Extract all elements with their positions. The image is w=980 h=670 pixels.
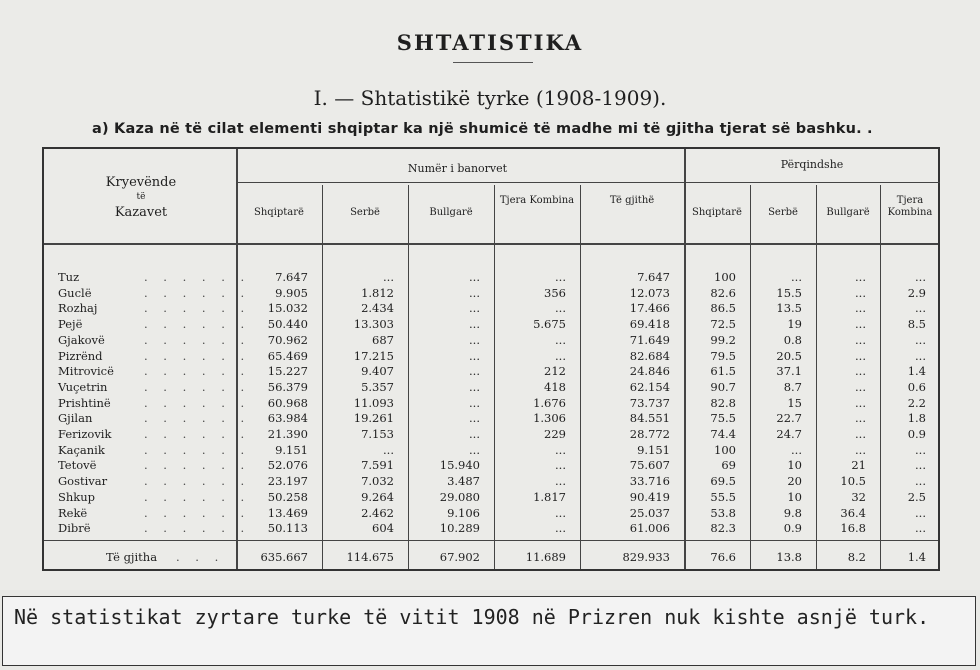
table-cell: 17.215 xyxy=(353,348,394,363)
table-cell: 65.469 xyxy=(267,348,308,363)
row-name: Dibrë xyxy=(58,521,91,536)
leader-dots: . . . . . . xyxy=(144,411,251,426)
table-cell: ... xyxy=(915,332,926,347)
table-cell: ... xyxy=(555,270,566,284)
table-cell: ... xyxy=(555,474,566,489)
table-cell: ... xyxy=(469,348,480,363)
stub-header-line: të xyxy=(136,192,146,202)
leader-dots: . . . . . . xyxy=(144,489,251,504)
table-cell: 8.5 xyxy=(907,317,926,332)
table-cell: ... xyxy=(469,411,480,426)
table-cell: 99.2 xyxy=(710,332,736,347)
table-cell: 9.407 xyxy=(361,364,394,379)
table-cell: 24.846 xyxy=(629,364,670,379)
table-cell: 2.462 xyxy=(361,505,394,520)
header-bottom-rule xyxy=(44,243,938,245)
table-cell: 29.080 xyxy=(439,489,480,504)
row-name: Të gjitha xyxy=(106,550,158,564)
table-cell: 60.968 xyxy=(267,395,308,410)
table-cell: 21.390 xyxy=(267,427,308,441)
table-cell: ... xyxy=(915,474,926,489)
table-cell: 11.093 xyxy=(353,395,394,410)
group-header-rule xyxy=(236,182,684,183)
table-cell: ... xyxy=(555,442,566,457)
table-cell: 11.689 xyxy=(525,550,566,564)
table-cell: 0.8 xyxy=(783,332,802,347)
table-cell: 15.940 xyxy=(439,458,480,473)
table-cell: 20 xyxy=(787,474,802,489)
table-cell: 69.418 xyxy=(629,317,670,332)
table-cell: 1.817 xyxy=(533,489,566,504)
table-cell: 72.5 xyxy=(710,317,736,332)
stub-header-line: Kryevënde xyxy=(105,175,177,190)
leader-dots: . . . . . . xyxy=(144,442,251,457)
table-cell: 23.197 xyxy=(267,474,308,489)
row-name: Tuz xyxy=(58,270,80,284)
column-header: Serbë xyxy=(350,207,380,218)
table-cell: ... xyxy=(855,442,866,457)
table-cell: 9.905 xyxy=(275,285,308,300)
leader-dots: . . . . . . xyxy=(144,458,251,473)
table-cell: 15.032 xyxy=(267,301,308,316)
table-cell: 7.153 xyxy=(361,427,394,441)
table-cell: 1.306 xyxy=(533,411,566,426)
table-cell: 9.264 xyxy=(361,489,394,504)
row-name: Gostivar xyxy=(58,474,108,489)
table-cell: 53.8 xyxy=(710,505,736,520)
table-cell: 62.154 xyxy=(629,379,670,394)
column-header: Shqiptarë xyxy=(692,207,742,218)
table-cell: 25.037 xyxy=(629,505,670,520)
table-cell: 82.3 xyxy=(710,521,736,536)
table-cell: 69 xyxy=(721,458,736,473)
table-cell: ... xyxy=(469,332,480,347)
table-cell: ... xyxy=(915,301,926,316)
table-cell: 79.5 xyxy=(710,348,736,363)
row-name: Pizrënd xyxy=(58,348,103,363)
table-cell: 52.076 xyxy=(267,458,308,473)
leader-dots: . . . . . . xyxy=(144,285,251,300)
table-cell: ... xyxy=(469,395,480,410)
table-cell: ... xyxy=(555,348,566,363)
column-header: Serbë xyxy=(768,207,798,218)
table-cell: 15 xyxy=(787,395,802,410)
table-cell: ... xyxy=(855,332,866,347)
table-cell: 13.8 xyxy=(776,550,802,564)
column-header: Të gjithë xyxy=(609,195,655,206)
table-cell: 74.4 xyxy=(710,427,736,441)
row-name: Rekë xyxy=(58,505,88,520)
row-name: Gjilan xyxy=(58,411,93,426)
table-cell: 1.4 xyxy=(907,550,926,564)
table-cell: 604 xyxy=(372,521,394,536)
table-cell: 2.2 xyxy=(907,395,926,410)
table-cell: 9.106 xyxy=(447,505,480,520)
leader-dots: . . . . . . xyxy=(144,474,251,489)
table-cell: 82.8 xyxy=(710,395,736,410)
table-cell: 8.7 xyxy=(783,379,802,394)
table-cell: 36.4 xyxy=(840,505,866,520)
table-cell: ... xyxy=(915,348,926,363)
table-cell: 10 xyxy=(787,458,802,473)
table-cell: 1.4 xyxy=(907,364,926,379)
table-cell: ... xyxy=(915,270,926,284)
table-cell: 15.227 xyxy=(267,364,308,379)
table-cell: 1.8 xyxy=(907,411,926,426)
statistics-table xyxy=(42,147,940,571)
table-cell: ... xyxy=(855,364,866,379)
table-cell: 21 xyxy=(851,458,866,473)
stub-header xyxy=(48,175,234,220)
table-cell: ... xyxy=(469,379,480,394)
table-cell: 17.466 xyxy=(629,301,670,316)
leader-dots: . . . . . . xyxy=(144,301,251,316)
leader-dots: . . . . . . xyxy=(144,505,251,520)
leader-dots: . . . . . . xyxy=(144,427,251,441)
column-header: Bullgarë xyxy=(429,207,473,218)
table-cell: ... xyxy=(469,301,480,316)
table-cell: ... xyxy=(855,427,866,441)
table-cell: 71.649 xyxy=(629,332,670,347)
table-cell: ... xyxy=(915,505,926,520)
row-name: Mitrovicë xyxy=(58,364,114,379)
group-header-percent: Përqindshe xyxy=(780,158,844,171)
row-name: Vuçetrin xyxy=(58,379,108,394)
table-cell: ... xyxy=(855,379,866,394)
leader-dots: . . . . . . xyxy=(144,270,251,284)
table-cell: 7.591 xyxy=(361,458,394,473)
total-rule xyxy=(44,540,938,541)
table-cell: 75.607 xyxy=(629,458,670,473)
table-cell: 50.113 xyxy=(267,521,308,536)
table-cell: 7.647 xyxy=(637,270,670,284)
table-cell: ... xyxy=(469,270,480,284)
table-cell: 114.675 xyxy=(346,550,394,564)
table-cell: ... xyxy=(383,442,394,457)
table-cell: 356 xyxy=(544,285,566,300)
table-cell: ... xyxy=(555,301,566,316)
table-cell: 10.5 xyxy=(840,474,866,489)
table-cell: 50.440 xyxy=(267,317,308,332)
leader-dots: . . . xyxy=(176,550,225,564)
table-cell: 67.902 xyxy=(439,550,480,564)
column-header: Tjera Kombina xyxy=(499,195,575,206)
table-cell: ... xyxy=(469,364,480,379)
table-cell: ... xyxy=(855,348,866,363)
table-cell: ... xyxy=(383,270,394,284)
title-underline xyxy=(453,62,533,63)
table-cell: 5.357 xyxy=(361,379,394,394)
table-cell: 13.5 xyxy=(776,301,802,316)
table-cell: 5.675 xyxy=(533,317,566,332)
column-header: Bullgarë xyxy=(826,207,870,218)
table-cell: 24.7 xyxy=(776,427,802,441)
table-cell: 418 xyxy=(544,379,566,394)
table-cell: 13.469 xyxy=(267,505,308,520)
table-cell: 9.151 xyxy=(275,442,308,457)
table-cell: ... xyxy=(555,521,566,536)
table-cell: 16.8 xyxy=(840,521,866,536)
table-cell: ... xyxy=(855,301,866,316)
table-cell: 15.5 xyxy=(776,285,802,300)
table-cell: 635.667 xyxy=(260,550,308,564)
table-cell: ... xyxy=(791,270,802,284)
table-cell: 56.379 xyxy=(267,379,308,394)
table-cell: 7.032 xyxy=(361,474,394,489)
table-cell: ... xyxy=(469,427,480,441)
row-name: Tetovë xyxy=(58,458,97,473)
table-cell: 61.006 xyxy=(629,521,670,536)
leader-dots: . . . . . . xyxy=(144,348,251,363)
table-cell: 84.551 xyxy=(629,411,670,426)
table-cell: 90.419 xyxy=(629,489,670,504)
table-cell: ... xyxy=(915,442,926,457)
table-cell: 55.5 xyxy=(710,489,736,504)
table-cell: ... xyxy=(469,317,480,332)
table-cell: 9.151 xyxy=(637,442,670,457)
group-header-rule xyxy=(684,182,940,183)
table-cell: ... xyxy=(855,411,866,426)
table-cell: 212 xyxy=(544,364,566,379)
table-cell: 3.487 xyxy=(447,474,480,489)
stub-header-line: Kazavet xyxy=(114,205,168,220)
table-cell: 37.1 xyxy=(776,364,802,379)
table-cell: ... xyxy=(469,442,480,457)
table-cell: 100 xyxy=(714,270,736,284)
table-cell: ... xyxy=(555,332,566,347)
table-cell: 70.962 xyxy=(267,332,308,347)
table-cell: 28.772 xyxy=(629,427,670,441)
leader-dots: . . . . . . xyxy=(144,317,251,332)
document-title: SHTATISTIKA xyxy=(396,30,584,55)
table-cell: 0.9 xyxy=(907,427,926,441)
table-cell: 12.073 xyxy=(629,285,670,300)
leader-dots: . . . . . . xyxy=(144,395,251,410)
table-cell: 73.737 xyxy=(629,395,670,410)
table-cell: 2.9 xyxy=(907,285,926,300)
table-cell: ... xyxy=(855,317,866,332)
table-cell: 0.9 xyxy=(783,521,802,536)
table-cell: 10 xyxy=(787,489,802,504)
table-cell: 19.261 xyxy=(353,411,394,426)
table-cell: 2.5 xyxy=(907,489,926,504)
leader-dots: . . . . . . xyxy=(144,332,251,347)
table-cell: 1.812 xyxy=(361,285,394,300)
row-name: Gjakovë xyxy=(58,332,105,347)
column-header: Shqiptarë xyxy=(254,207,304,218)
caption-box xyxy=(2,596,976,666)
table-cell: 9.8 xyxy=(783,505,802,520)
table-cell: 63.984 xyxy=(267,411,308,426)
table-cell: 22.7 xyxy=(776,411,802,426)
table-cell: 69.5 xyxy=(710,474,736,489)
row-name: Kaçanik xyxy=(58,442,105,457)
table-cell: 75.5 xyxy=(710,411,736,426)
column-header: Tjera Kombina xyxy=(887,195,933,218)
table-cell: ... xyxy=(915,458,926,473)
document-subtitle: I. — Shtatistikë tyrke (1908-1909). xyxy=(313,86,667,110)
table-cell: 76.6 xyxy=(710,550,736,564)
table-cell: ... xyxy=(915,521,926,536)
table-cell: 2.434 xyxy=(361,301,394,316)
table-cell: 86.5 xyxy=(710,301,736,316)
table-cell: ... xyxy=(855,285,866,300)
table-cell: ... xyxy=(555,458,566,473)
table-cell: 0.6 xyxy=(907,379,926,394)
table-cell: 8.2 xyxy=(847,550,866,564)
table-cell: 229 xyxy=(544,427,566,441)
table-cell: 1.676 xyxy=(533,395,566,410)
caption-text: Në statistikat zyrtare turke të vitit 1908 në Prizren nuk kishte asnjë turk. xyxy=(14,605,930,629)
table-cell: 61.5 xyxy=(710,364,736,379)
table-cell: 687 xyxy=(372,332,394,347)
table-cell: 50.258 xyxy=(267,489,308,504)
section-heading: a) Kaza në të cilat elementi shqiptar ka një shumicë të madhe mi të gjitha tjerat së bashku. . xyxy=(92,121,873,137)
table-cell: 10.289 xyxy=(439,521,480,536)
table-cell: 20.5 xyxy=(776,348,802,363)
table-cell: 13.303 xyxy=(353,317,394,332)
leader-dots: . . . . . . xyxy=(144,521,251,536)
row-name: Pejë xyxy=(58,317,83,332)
table-cell: ... xyxy=(555,505,566,520)
table-cell: ... xyxy=(469,285,480,300)
table-cell: 829.933 xyxy=(622,550,670,564)
row-name: Rozhaj xyxy=(58,301,98,316)
table-cell: 33.716 xyxy=(629,474,670,489)
row-name: Guclë xyxy=(58,285,92,300)
row-name: Prishtinë xyxy=(58,395,111,410)
table-cell: 82.684 xyxy=(629,348,670,363)
table-cell: 82.6 xyxy=(710,285,736,300)
row-name: Shkup xyxy=(58,489,96,504)
row-name: Ferizovik xyxy=(58,427,112,441)
table-cell: ... xyxy=(855,270,866,284)
leader-dots: . . . . . . xyxy=(144,364,251,379)
table-cell: 7.647 xyxy=(275,270,308,284)
table-cell: 90.7 xyxy=(710,379,736,394)
leader-dots: . . . . . . xyxy=(144,379,251,394)
group-header-population: Numër i banorvet xyxy=(407,162,508,175)
table-cell: 32 xyxy=(851,489,866,504)
table-cell: 19 xyxy=(787,317,802,332)
table-cell: ... xyxy=(855,395,866,410)
table-cell: ... xyxy=(791,442,802,457)
table-cell: 100 xyxy=(714,442,736,457)
